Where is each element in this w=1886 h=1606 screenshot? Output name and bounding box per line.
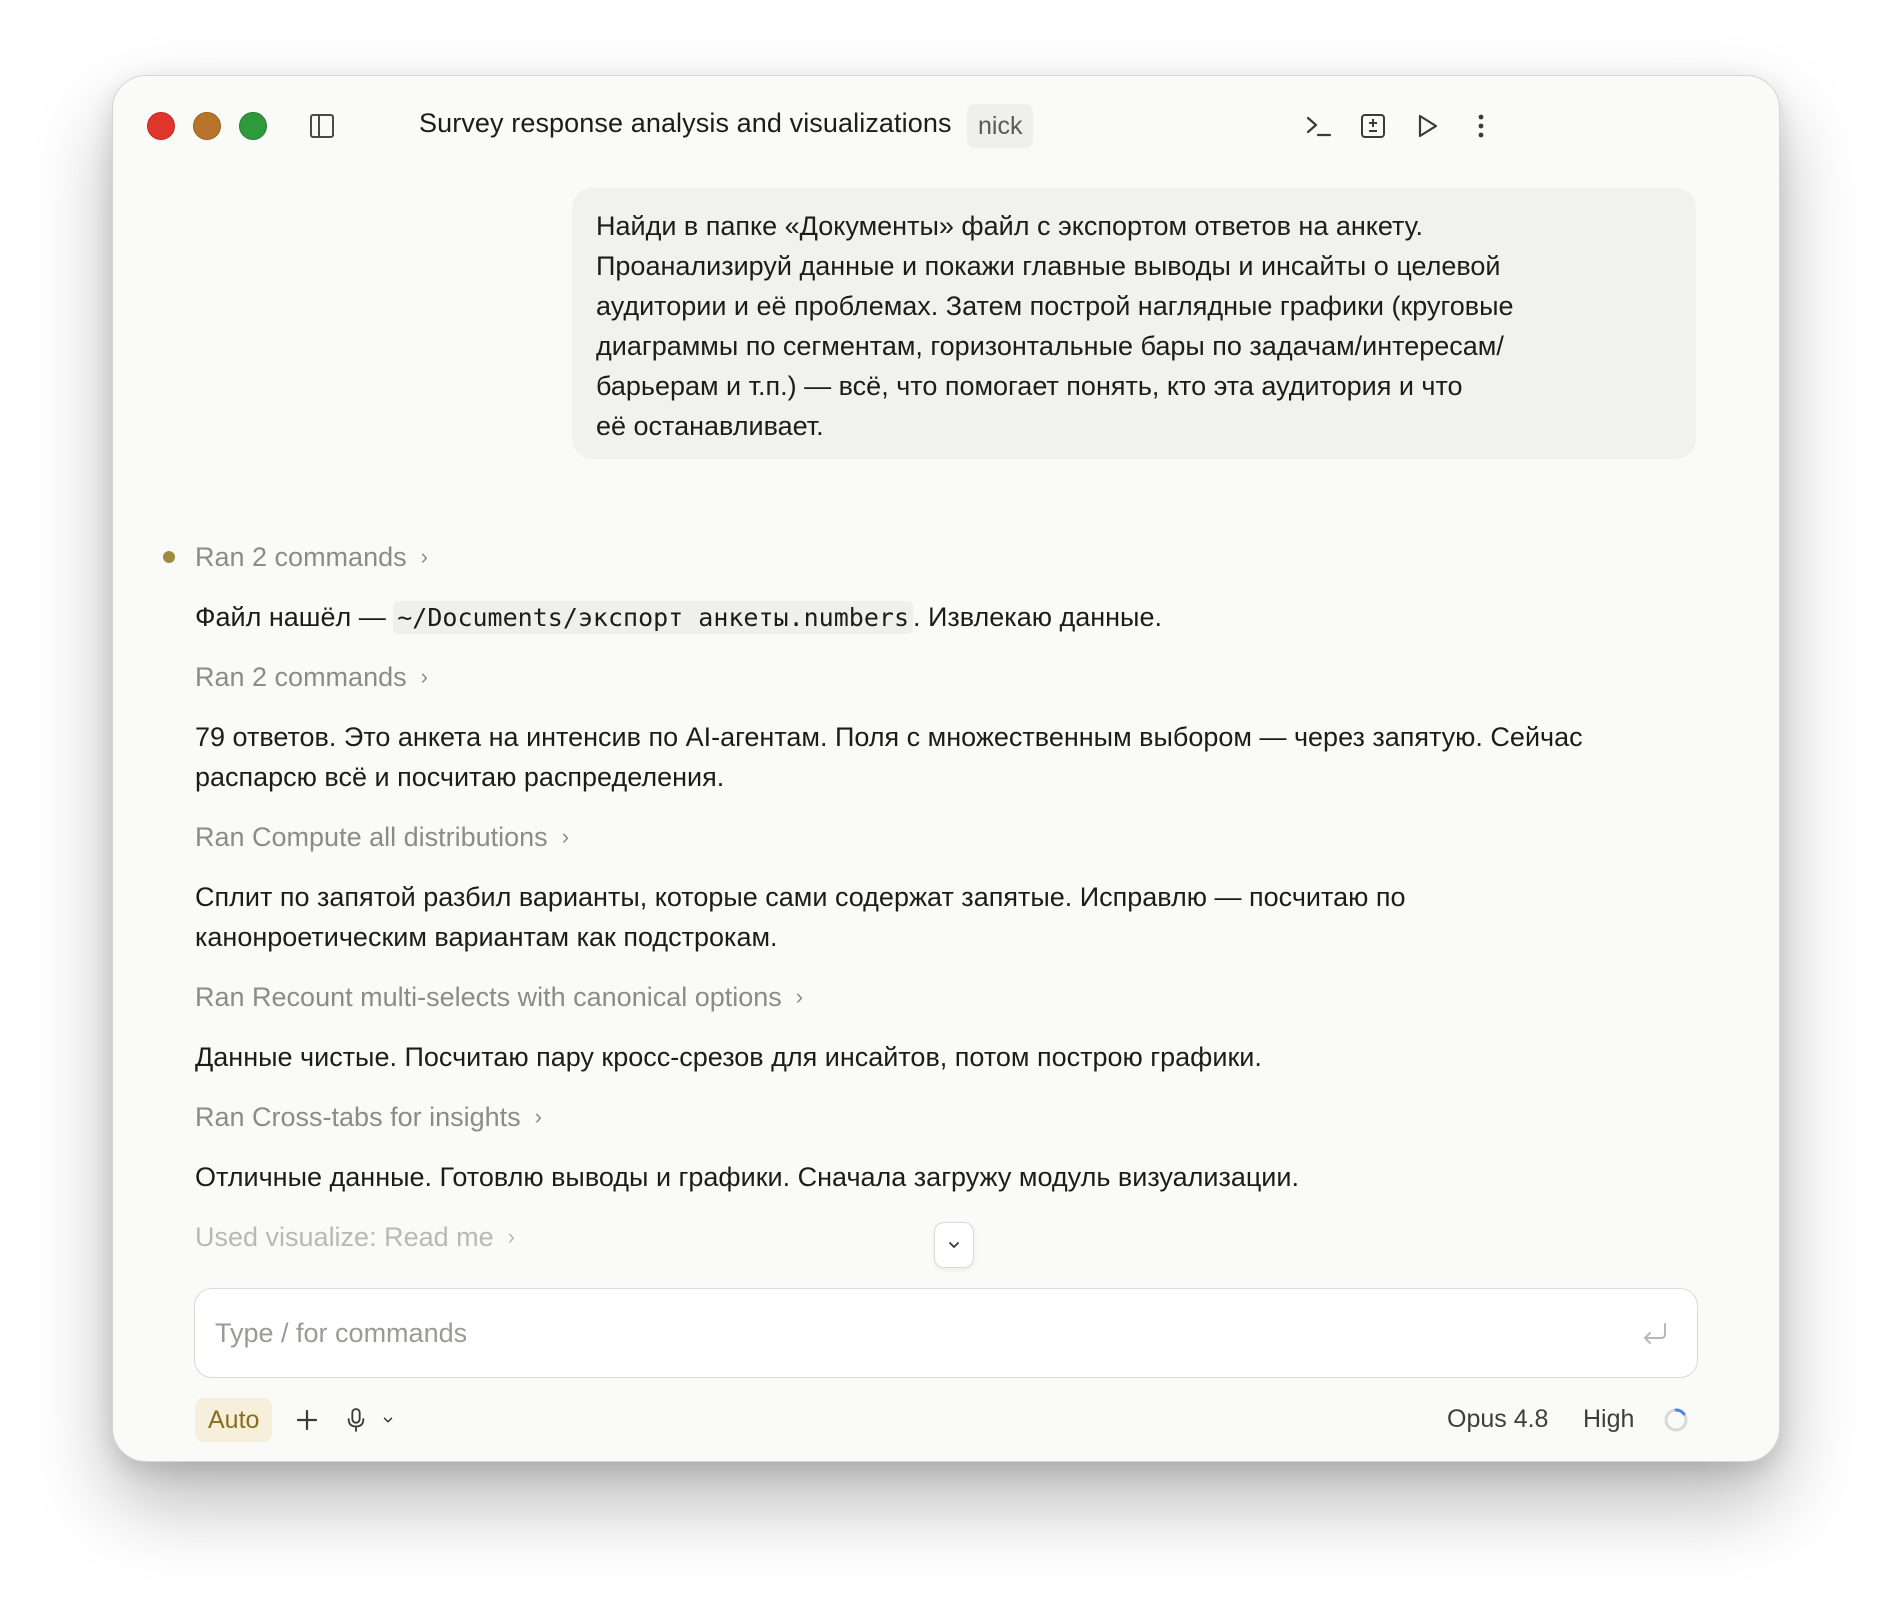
user-message-line: диаграммы по сегментам, горизонтальные бары по задачам/интересам/: [596, 331, 1504, 361]
command-group-label: Ran 2 commands: [195, 662, 407, 692]
scroll-to-bottom-button[interactable]: [934, 1222, 974, 1268]
message-text: Файл нашёл —: [195, 602, 394, 632]
chevron-right-icon: ›: [420, 664, 428, 689]
app-window: [112, 75, 1780, 1462]
context-usage-icon[interactable]: [1662, 1406, 1690, 1434]
maximize-window-button[interactable]: [239, 112, 267, 140]
play-icon: [1411, 110, 1443, 142]
message-text: . Извлекаю данные.: [913, 602, 1162, 632]
microphone-icon: [345, 1406, 367, 1434]
enter-icon[interactable]: [1639, 1319, 1671, 1349]
message-text: Данные чистые. Посчитаю пару кросс-срезов для инсайтов, потом построю графики.: [195, 1042, 1262, 1072]
user-badge: nick: [967, 104, 1033, 148]
more-vertical-icon: [1465, 110, 1497, 142]
user-message-line: Проанализируй данные и покажи главные выводы и инсайты о целевой: [596, 251, 1501, 281]
chevron-right-icon: ›: [420, 544, 428, 569]
assistant-message: [195, 597, 1162, 638]
title-bar: [113, 76, 1779, 176]
chevron-down-icon: [946, 1237, 962, 1253]
command-group-toggle[interactable]: [195, 1097, 542, 1137]
diff-button[interactable]: [1357, 110, 1389, 142]
user-message-line: Найди в папке «Документы» файл с экспортом ответов на анкету.: [596, 211, 1423, 241]
command-group-label: Used visualize: Read me: [195, 1222, 494, 1252]
command-group-label: Ran Cross-tabs for insights: [195, 1102, 521, 1132]
add-attachment-button[interactable]: [291, 1404, 323, 1436]
terminal-icon: [1303, 110, 1335, 142]
command-group-label: Ran 2 commands: [195, 542, 407, 572]
assistant-message: [195, 877, 1405, 957]
message-text: Сплит по запятой разбил варианты, которые сами содержат запятые. Исправлю — посчитаю по: [195, 882, 1406, 912]
message-text: Отличные данные. Готовлю выводы и графики. Сначала загружу модуль визуализации.: [195, 1162, 1299, 1192]
assistant-message: [195, 1157, 1299, 1197]
message-text: канонроетическим вариантам как подстрокам.: [195, 922, 778, 952]
user-message-line: барьерам и т.п.) — всё, что помогает понять, кто эта аудитория и что: [596, 371, 1463, 401]
terminal-button[interactable]: [1303, 110, 1335, 142]
chevron-down-icon: [381, 1413, 395, 1427]
sidebar-toggle-button[interactable]: [309, 113, 335, 139]
command-group-toggle[interactable]: [195, 817, 569, 857]
more-options-button[interactable]: [1465, 110, 1497, 142]
command-group-label: Ran Recount multi-selects with canonical options: [195, 982, 782, 1012]
message-composer: [194, 1288, 1698, 1378]
model-selector[interactable]: Opus 4.8: [1447, 1405, 1549, 1433]
run-button[interactable]: [1411, 110, 1443, 142]
minimize-window-button[interactable]: [193, 112, 221, 140]
prompt-input[interactable]: [215, 1311, 1595, 1355]
effort-selector[interactable]: High: [1583, 1405, 1635, 1433]
voice-input-button[interactable]: [345, 1403, 405, 1437]
command-group-label: Ran Compute all distributions: [195, 822, 548, 852]
file-path: ~/Documents/экспорт анкеты.numbers: [393, 601, 913, 634]
command-group-toggle[interactable]: [195, 537, 428, 577]
chevron-right-icon: ›: [507, 1224, 515, 1249]
diff-icon: [1357, 110, 1389, 142]
conversation-title: Survey response analysis and visualizations: [419, 108, 952, 138]
chevron-right-icon: ›: [795, 984, 804, 1009]
plus-icon: [291, 1404, 323, 1436]
command-group-toggle[interactable]: [195, 977, 803, 1017]
assistant-message: [195, 717, 1583, 797]
user-message-bubble: [572, 188, 1696, 459]
command-group-toggle[interactable]: [195, 657, 428, 697]
message-text: распарсю всё и посчитаю распределения.: [195, 762, 725, 792]
chevron-right-icon: ›: [561, 824, 570, 849]
chevron-right-icon: ›: [534, 1104, 542, 1129]
assistant-message: [195, 1037, 1262, 1077]
user-message-line: её останавливает.: [596, 411, 824, 441]
mode-selector[interactable]: Auto: [195, 1398, 272, 1442]
message-text: 79 ответов. Это анкета на интенсив по AI-агентам. Поля с множественным выбором — через запятую. Сейчас: [195, 722, 1583, 752]
sidebar-icon: [309, 113, 335, 139]
user-message-line: аудитории и её проблемах. Затем построй наглядные графики (круговые: [596, 291, 1514, 321]
close-window-button[interactable]: [147, 112, 175, 140]
command-group-toggle[interactable]: [195, 1217, 515, 1257]
status-dot: [163, 551, 175, 563]
